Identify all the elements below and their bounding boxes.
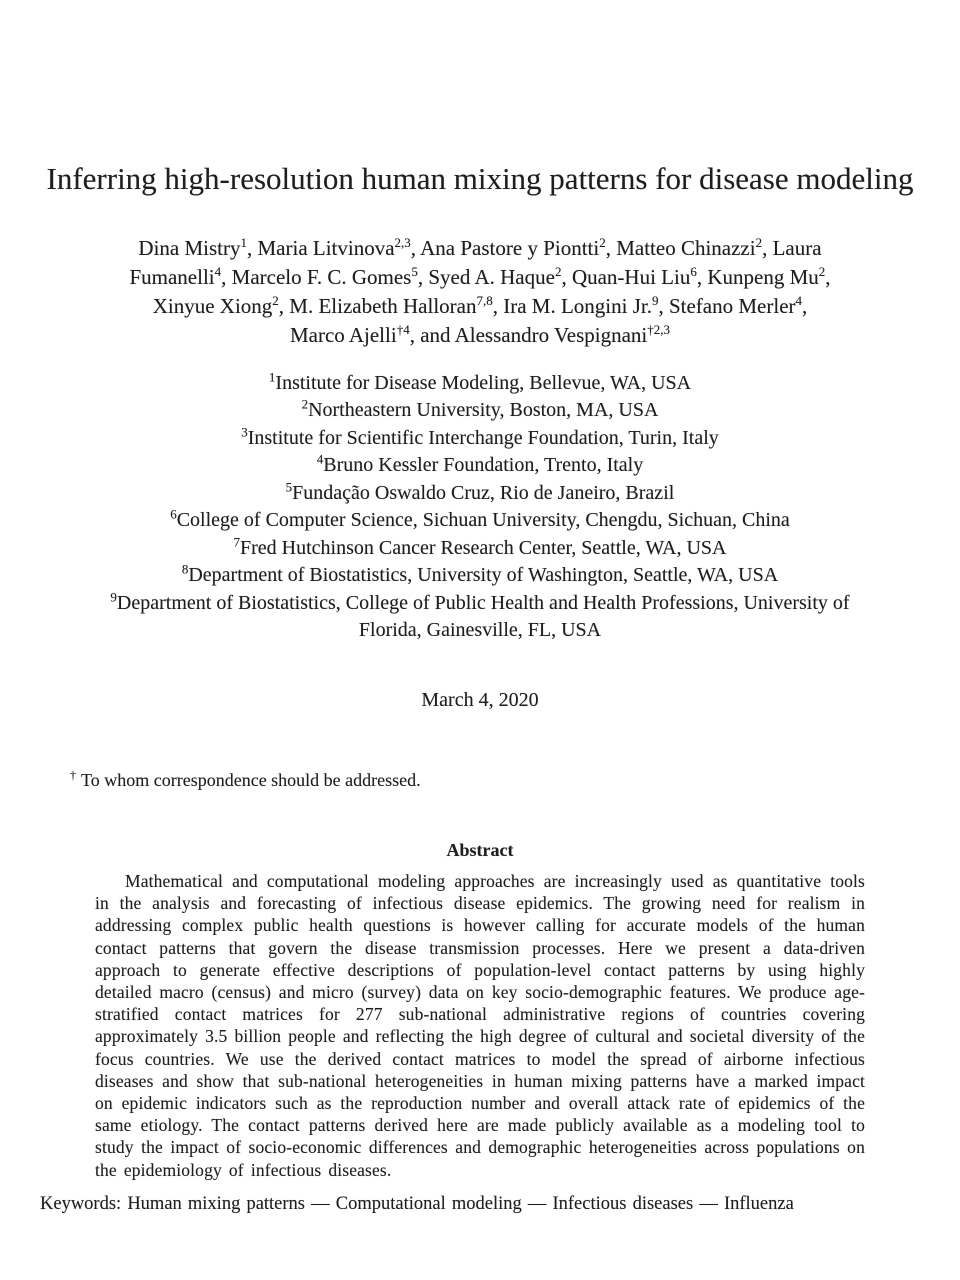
author-line-4: Marco Ajelli$^{\dagger 4}$, and Alessandro Vespignani$^{\dagger 2,3}$ — [289, 321, 671, 347]
keywords-text: Human mixing patterns — Computational modeling — Infectious diseases — Influenza — [127, 1193, 794, 1214]
abstract-body: Mathematical and computational modeling approaches are increasingly used as quantitative tools in the analysis and forecasting of infectious disease epidemics. The growing need for realism in addressing complex public health questions is however calling for accurate models of the human contact patterns that govern the disease transmission processes. Here we present a data-driven approach to generate effective descriptions of population-level contact patterns by using highly detailed macro (census) and micro (survey) data on key socio-demographic features. We produce age-stratified contact matrices for 277 sub-national administrative regions of countries covering approximately 3.5 billion people and reflecting the high degree of cultural and societal diversity of the focus countries. We use the derived contact matrices to model the spread of airborne infectious diseases and show that sub-national heterogeneities in human mixing patterns have a marked impact on epidemic indicators such as the reproduction number and overall attack rate of epidemics of the same etiology. The contact patterns derived here are made publicly available as a modeling tool to study the impact of socio-economic differences and demographic heterogeneities across populations on the epidemiology of infectious diseases. — [95, 870, 865, 1180]
author-line-3: Xinyue Xiong$^2$, M. Elizabeth Halloran$^{7,8}$, Ira M. Longini Jr.$^9$, Stefano Merler$^4$, — [152, 292, 808, 318]
affiliation-text: Bruno Kessler Foundation, Trento, Italy — [323, 454, 644, 477]
affiliation-3 — [85, 425, 875, 453]
keywords-label: Keywords: — [40, 1193, 122, 1214]
affiliation-8 — [85, 562, 875, 590]
affiliation-9 — [85, 590, 875, 645]
affiliation-text: Institute for Disease Modeling, Bellevue, WA, USA — [275, 371, 692, 394]
affiliation-block — [85, 370, 875, 645]
affiliation-marker: 3 — [241, 424, 248, 440]
author-line-1: Dina Mistry$^1$, Maria Litvinova$^{2,3}$, Ana Pastore y Piontti$^2$, Matteo Chinazzi$^2$, Laura — [138, 234, 822, 260]
affiliation-text: Fred Hutchinson Cancer Research Center, Seattle, WA, USA — [240, 536, 727, 559]
affiliation-marker: 6 — [170, 506, 177, 522]
affiliation-marker: 5 — [285, 479, 293, 495]
abstract-heading: Abstract — [446, 839, 514, 860]
affiliation-marker: 9 — [110, 589, 117, 605]
correspondence-footnote — [70, 767, 890, 791]
affiliation-text: Fundação Oswaldo Cruz, Rio de Janeiro, Brazil — [292, 481, 675, 504]
affiliation-text: College of Computer Science, Sichuan University, Chengdu, Sichuan, China — [176, 509, 790, 532]
affiliation-text: Department of Biostatistics, University of Washington, Seattle, WA, USA — [188, 564, 779, 587]
affiliation-5 — [85, 480, 875, 508]
affiliation-text: Institute for Scientific Interchange Foundation, Turin, Italy — [247, 426, 719, 449]
affiliation-marker: 4 — [316, 451, 324, 467]
affiliation-6 — [85, 507, 875, 535]
affiliation-2 — [85, 397, 875, 425]
affiliation-marker: 1 — [268, 369, 276, 385]
affiliation-marker: 8 — [181, 561, 189, 577]
footnote-text: To whom correspondence should be addressed. — [81, 769, 421, 790]
affiliation-marker: 7 — [233, 534, 240, 550]
keywords-line — [40, 1194, 920, 1215]
affiliation-text: Department of Biostatistics, College of Public Health and Health Professions, University of Florida, Gainesville, FL, USA — [116, 591, 850, 642]
affiliation-4 — [85, 452, 875, 480]
affiliation-1 — [85, 370, 875, 398]
author-block — [0, 234, 960, 350]
affiliation-text: Northeastern University, Boston, MA, USA — [308, 399, 659, 422]
dagger-marker: † — [70, 767, 76, 782]
paper-title: Inferring high-resolution human mixing patterns for disease modeling — [46, 161, 914, 196]
affiliation-7 — [85, 535, 875, 563]
author-line-2: Fumanelli$^4$, Marcelo F. C. Gomes$^5$, Syed A. Haque$^2$, Quan-Hui Liu$^6$, Kunpeng Mu$^2$, — [129, 263, 831, 289]
paper-date: March 4, 2020 — [421, 688, 539, 711]
affiliation-marker: 2 — [301, 396, 309, 412]
